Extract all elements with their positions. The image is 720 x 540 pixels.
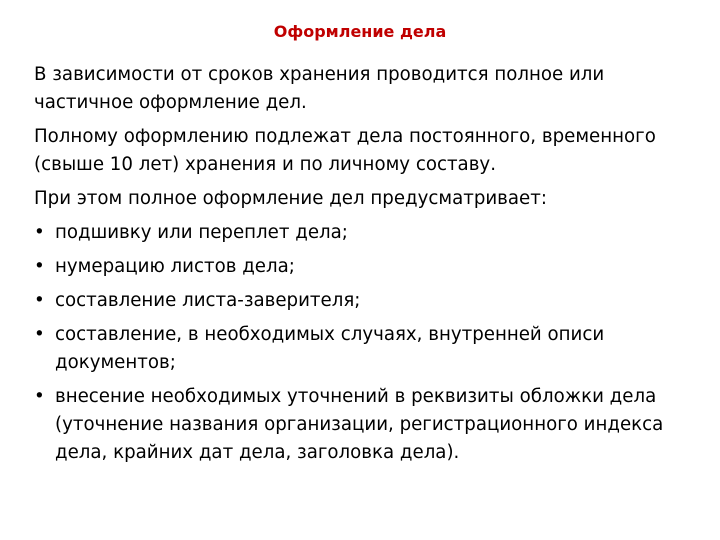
list-item-text: составление, в необходимых случаях, внутренней описи документов;	[55, 324, 605, 373]
slide-body	[34, 61, 704, 473]
list-item-text: внесение необходимых уточнений в реквизиты обложки дела (уточнение названия организации, регистрационного индекса дела, крайних дат дела, заголовка дела).	[55, 386, 664, 463]
list-item-text: нумерацию листов дела;	[55, 256, 295, 277]
list-item	[34, 253, 704, 281]
list-item-text: составление листа-заверителя;	[55, 290, 361, 311]
requirements-list	[34, 219, 704, 467]
paragraph-includes: При этом полное оформление дел предусматривает:	[34, 188, 547, 209]
bullet-icon: •	[34, 324, 45, 345]
list-item	[34, 287, 704, 315]
list-item	[34, 219, 704, 247]
list-item	[34, 321, 704, 377]
bullet-icon: •	[34, 290, 45, 311]
bullet-icon: •	[34, 222, 45, 243]
bullet-icon: •	[34, 256, 45, 277]
paragraph-retention: В зависимости от сроков хранения проводится полное или частичное оформление дел.	[34, 64, 605, 113]
slide-title: Оформление дела	[273, 22, 447, 41]
list-item	[34, 383, 704, 467]
paragraph-full-processing: Полному оформлению подлежат дела постоянного, временного (свыше 10 лет) хранения и по личному составу.	[34, 126, 656, 175]
list-item-text: подшивку или переплет дела;	[55, 222, 348, 243]
bullet-icon: •	[34, 386, 45, 407]
